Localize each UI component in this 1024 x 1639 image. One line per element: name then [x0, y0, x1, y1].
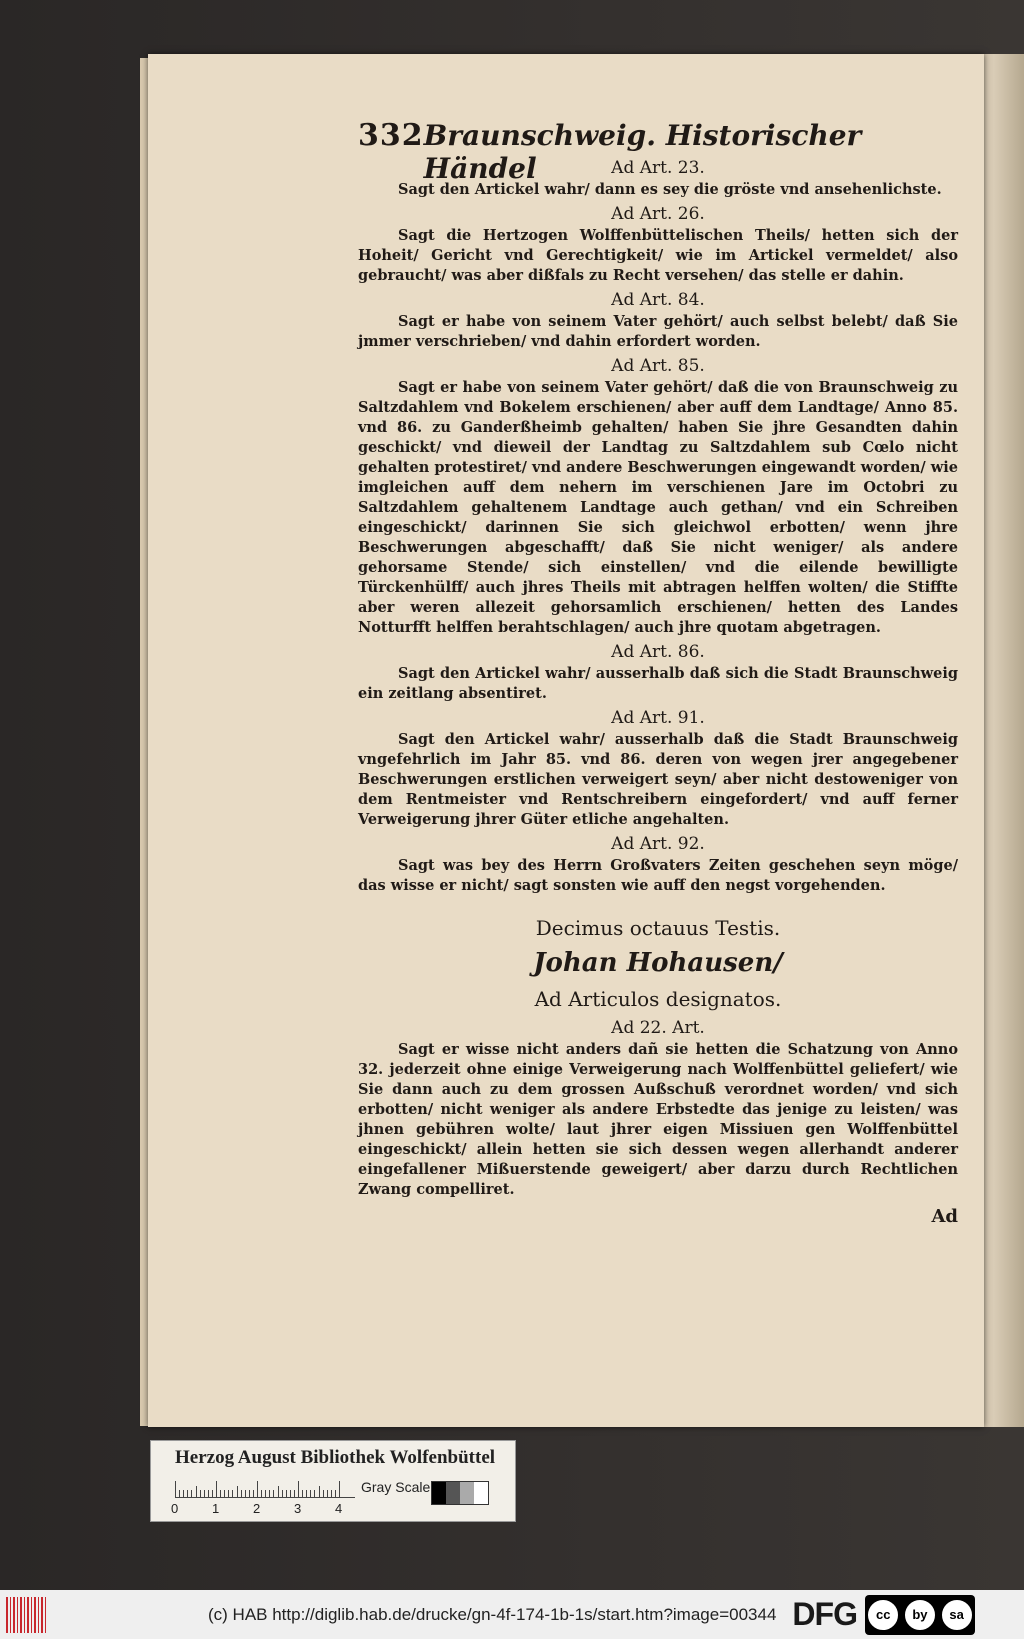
ruler-tick: [273, 1490, 274, 1497]
ruler-tick: [208, 1490, 209, 1497]
ruler-tick: [245, 1490, 246, 1497]
ruler-tick: [212, 1490, 213, 1497]
section-text: Sagt er wisse nicht anders dañ sie hetten die Schatzung von Anno 32. jederzeit ohne einige Verweigerung nach Wolffenbüttel geliefert/ wie Sie dann auch zu dem grossen Außschuß verordnet worden/ vnd sich erbotten/ nicht weniger als andere Erbstedte das jenige zu leisten/ was jhnen gebühren wolte/ laut jhrer eigen Missiuen gen Wolffenbüttel eingeschickt/ allein hetten sie sich dessen wegen allerhandt anderer eingefallener Mißuerstende geweigert/ aber darzu durch Rechtlichen Zwang compelliret.: [358, 1041, 958, 1198]
ruler-tick: [200, 1490, 201, 1497]
ruler-tick: [187, 1490, 188, 1497]
ruler-tick: [224, 1490, 225, 1497]
ruler-tick: [253, 1490, 254, 1497]
ruler-tick: [339, 1481, 340, 1497]
section-heading: Ad Art. 86.: [611, 642, 705, 662]
ruler-tick: [179, 1490, 180, 1497]
section-text: Sagt den Artickel wahr/ ausserhalb daß sich die Stadt Braunschweig ein zeitlang absentiret.: [358, 665, 958, 702]
ruler-label: 4: [335, 1501, 343, 1516]
ruler-tick: [220, 1490, 221, 1497]
footer-credit: (c) HAB http://diglib.hab.de/drucke/gn-4f-174-1b-1s/start.htm?image=00344: [208, 1604, 777, 1624]
section-text: Sagt was bey des Herrn Großvaters Zeiten geschehen seyn möge/ das wisse er nicht/ sagt sonsten wie auff den negst vorgehenden.: [358, 857, 958, 894]
ruler-tick: [196, 1486, 197, 1497]
ruler-tick: [319, 1486, 320, 1497]
page-number: 332: [358, 118, 424, 153]
library-name: Herzog August Bibliothek Wolfenbüttel: [175, 1447, 496, 1468]
gray-swatch: [446, 1482, 460, 1504]
ruler: [175, 1479, 355, 1498]
section-text: Sagt die Hertzogen Wolffenbüttelischen Theils/ hetten sich der Hoheit/ Gericht vnd Gerechtigkeit/ wie im Artickel vermeldet/ also gebraucht/ was aber dißfals zu Recht versehen/ das stelle er dahin.: [358, 227, 958, 284]
ruler-tick: [261, 1490, 262, 1497]
by-icon: by: [905, 1600, 935, 1630]
ruler-tick: [310, 1490, 311, 1497]
gray-swatch: [432, 1482, 446, 1504]
ruler-tick: [216, 1481, 217, 1497]
section-text: Sagt er habe von seinem Vater gehört/ auch selbst belebt/ daß Sie jmmer verschrieben/ vnd dahin erfordert worden.: [358, 313, 958, 350]
ruler-tick: [175, 1481, 176, 1497]
section-heading: Ad Art. 26.: [611, 204, 705, 224]
ruler-tick: [323, 1490, 324, 1497]
cc-icon: cc: [868, 1600, 898, 1630]
section-heading: Ad Art. 23.: [611, 158, 705, 178]
cc-license-icon: [865, 1595, 975, 1635]
ruler-tick: [282, 1490, 283, 1497]
ruler-tick: [257, 1481, 258, 1497]
section-heading: Ad Art. 92.: [611, 834, 705, 854]
ruler-tick: [249, 1490, 250, 1497]
gray-scale-swatches: [431, 1481, 489, 1505]
ruler-tick: [204, 1490, 205, 1497]
ruler-tick: [331, 1490, 332, 1497]
catchword: Ad: [931, 1206, 958, 1227]
ruler-label: 0: [171, 1501, 179, 1516]
gray-swatch: [474, 1482, 488, 1504]
ruler-tick: [335, 1490, 336, 1497]
ruler-tick: [191, 1490, 192, 1497]
ruler-tick: [286, 1490, 287, 1497]
ruler-tick: [290, 1490, 291, 1497]
section-text: Sagt er habe von seinem Vater gehört/ daß die von Braunschweig zu Saltzdahlem vnd Bokelem erschienen/ aber auff dem Landtage/ Anno 85. vnd 86. zu Ganderßheimb gehalten/ haben Sie jhre Gesandten dahin geschickt/ vnd dieweil der Landtag zu Saltzdahlem sub Cœlo nicht gehalten protestiret/ vnd andere Beschwerungen eingewandt worden/ wie imgleichen auff dem nehern im verschienen Jare im Octobri zu Saltzdahlem gehaltenem Landtage auch gethan/ vnd ein Schreiben eingeschickt/ darinnen Sie sich gleichwol erbotten/ wenn jhre Beschwerungen abgeschafft/ daß Sie nicht weniger/ als andere gehorsame Stende/ sich einstellen/ vnd die eilende bewilligte Türckenhülff/ auch jhres Theils mit abtragen helffen wolten/ die Stiffte aber weren allezeit gehorsamlich erschienen/ hetten des Landes Notturfft helffen berahtschlagen/ auch jhre quotam abgetragen.: [358, 379, 958, 636]
ruler-tick: [278, 1486, 279, 1497]
ruler-label: 3: [294, 1501, 302, 1516]
ruler-tick: [237, 1486, 238, 1497]
section-text: Sagt den Artickel wahr/ dann es sey die gröste vnd ansehenlichste.: [398, 181, 942, 198]
ruler-tick: [183, 1490, 184, 1497]
ruler-tick: [228, 1490, 229, 1497]
ruler-tick: [294, 1490, 295, 1497]
section-heading: Ad 22. Art.: [611, 1018, 705, 1038]
ruler-tick: [314, 1490, 315, 1497]
ruler-tick: [241, 1490, 242, 1497]
sa-icon: sa: [942, 1600, 972, 1630]
witness-subheading: Ad Articulos designatos.: [534, 987, 782, 1011]
ruler-tick: [298, 1481, 299, 1497]
scale-card: [150, 1440, 516, 1522]
ruler-tick: [232, 1490, 233, 1497]
ruler-tick: [306, 1490, 307, 1497]
barcode-icon: [6, 1597, 48, 1633]
ruler-tick: [302, 1490, 303, 1497]
witness-name: Johan Hohausen/: [533, 948, 783, 978]
section-heading: Ad Art. 85.: [611, 356, 705, 376]
running-title: Braunschweig. Historischer Händel: [423, 119, 862, 185]
section-heading: Ad Art. 84.: [611, 290, 705, 310]
ruler-tick: [269, 1490, 270, 1497]
page-text: [358, 118, 958, 1227]
gray-swatch: [460, 1482, 474, 1504]
ruler-label: 1: [212, 1501, 220, 1516]
witness-label: Decimus octauus Testis.: [535, 916, 781, 940]
ruler-tick: [327, 1490, 328, 1497]
gray-scale-label: Gray Scale: [361, 1479, 431, 1495]
ruler-label: 2: [253, 1501, 261, 1516]
section-heading: Ad Art. 91.: [611, 708, 705, 728]
dfg-logo: DFG: [792, 1596, 857, 1632]
footer-bar: [0, 1590, 1024, 1639]
ruler-tick: [265, 1490, 266, 1497]
section-text: Sagt den Artickel wahr/ ausserhalb daß die Stadt Braunschweig vngefehrlich im Jahr 85. vnd 86. deren von wegen jrer angegebener Beschwerungen erstlichen verweigert seyn/ aber nicht destoweniger von dem Rentmeister vnd Rentschreibern eingefordert/ vnd auff ferner Verweigerung jhrer Güter etliche angehalten.: [358, 731, 958, 828]
